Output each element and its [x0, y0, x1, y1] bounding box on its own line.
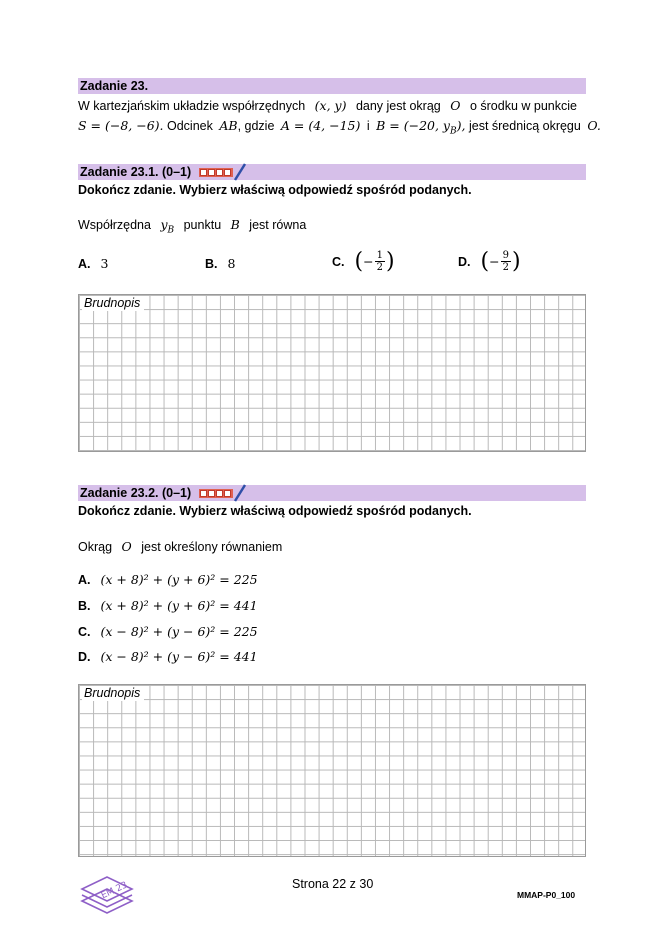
task-intro-line2: S = (−8, −6). Odcinek AB, gdzie A = (4, −15) i B = (−20, $y_B$), jest średnicą okręgu O. — [78, 118, 601, 137]
pencil-icon — [233, 484, 247, 502]
logo-text: EM 23 — [99, 880, 130, 902]
fraction: $\frac{9}{2}$ — [502, 250, 509, 273]
subtask1-question: Współrzędna $y_B$ punktu B jest równa — [78, 217, 307, 236]
option-b[interactable]: B. 8 — [205, 256, 236, 271]
subtask1-title: Zadanie 23.1. (0–1) — [80, 165, 192, 179]
score-boxes-icon — [199, 163, 247, 181]
option-c[interactable]: C. ( − $\frac{1}{2}$ ) — [332, 248, 395, 274]
exam-logo-icon — [78, 871, 136, 915]
score-boxes-icon — [199, 484, 247, 502]
subtask2-header-bar — [78, 485, 586, 501]
subtask2-title: Zadanie 23.2. (0–1) — [80, 486, 192, 500]
pencil-icon — [233, 163, 247, 181]
task-header-bar — [78, 78, 586, 94]
fraction: $\frac{1}{2}$ — [376, 250, 383, 273]
subtask2-instruction: Dokończ zdanie. Wybierz właściwą odpowiedź spośród podanych. — [78, 504, 472, 518]
exam-code: MMAP-P0_100 — [517, 890, 576, 900]
option-b[interactable]: B. (x + 8)² + (y + 6)² = 441 — [78, 598, 258, 613]
task-title: Zadanie 23. — [80, 79, 149, 93]
scratch-grid-1 — [78, 294, 586, 452]
scratch-label: Brudnopis — [82, 296, 144, 311]
option-d[interactable]: D. (x − 8)² + (y − 6)² = 441 — [78, 649, 258, 664]
option-c[interactable]: C. (x − 8)² + (y − 6)² = 225 — [78, 624, 258, 639]
subtask1-instruction: Dokończ zdanie. Wybierz właściwą odpowiedź spośród podanych. — [78, 183, 472, 197]
subtask2-question: Okrąg O jest określony równaniem — [78, 539, 283, 554]
option-d[interactable]: D. ( − $\frac{9}{2}$ ) — [458, 248, 521, 274]
page-number: Strona 22 z 30 — [292, 877, 374, 891]
scratch-label: Brudnopis — [82, 686, 144, 701]
task-intro-line1: W kartezjańskim układzie współrzędnych (x, y) dany jest okrąg O o środku w punkcie — [78, 98, 577, 113]
option-a[interactable]: A. 3 — [78, 256, 109, 271]
option-a[interactable]: A. (x + 8)² + (y + 6)² = 225 — [78, 572, 258, 587]
subtask1-header-bar — [78, 164, 586, 180]
scratch-grid-2 — [78, 684, 586, 857]
